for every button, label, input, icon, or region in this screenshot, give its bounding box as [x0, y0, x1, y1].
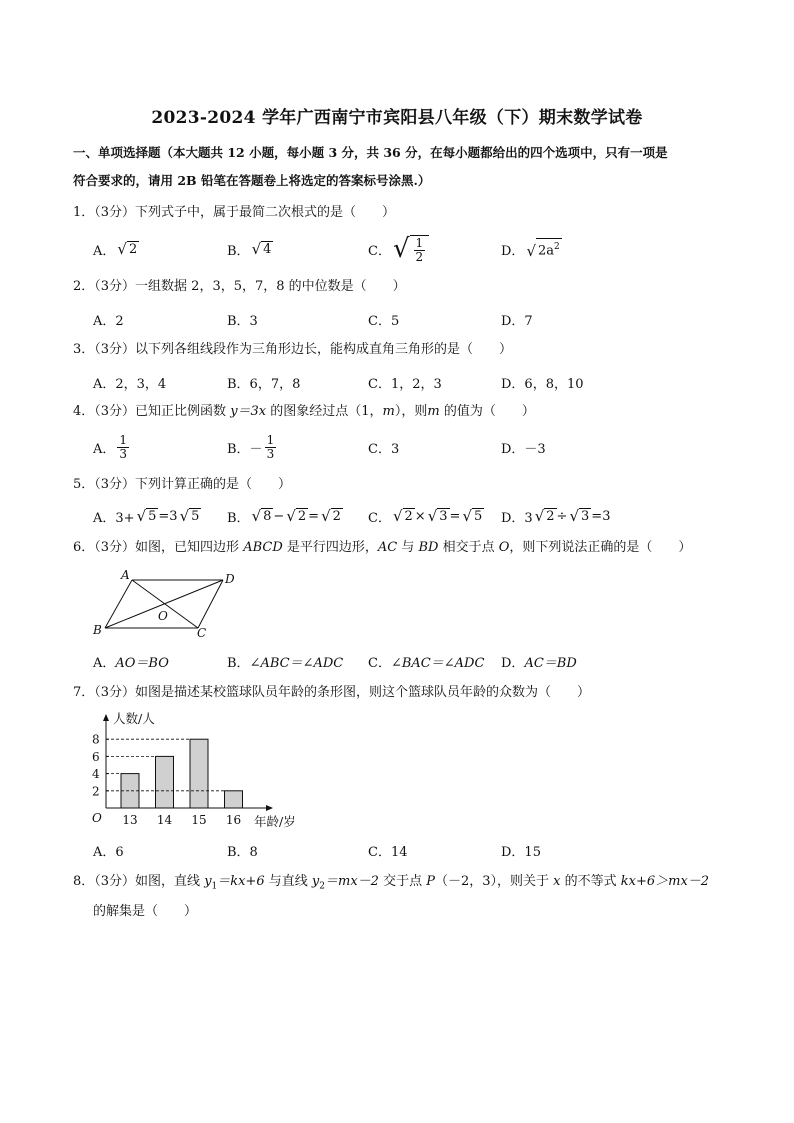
vertex-label-c: C	[197, 626, 207, 640]
sqrt-icon: √ 2	[286, 507, 307, 525]
side-ab	[105, 580, 132, 628]
q5-option-c: C． √ 2 × √ 3 = √ 5	[368, 507, 483, 526]
fraction: $\frac{1}{3}$	[119, 432, 128, 461]
question-8-stem-line2: 的解集是（ ）	[93, 904, 198, 919]
x-tick-label: 15	[191, 813, 207, 827]
q4-option-d: D．－3	[501, 441, 546, 457]
q1-option-c: C． √ $\frac{1}{2}$	[368, 232, 429, 266]
sqrt-icon: √ 2	[392, 507, 413, 525]
q4-option-a: A． $\frac{1}{3}$	[93, 432, 128, 461]
page-title: 2023-2024 学年广西南宁市宾阳县八年级（下）期末数学试卷	[151, 108, 643, 128]
q3-option-b: B．6，7，8	[227, 376, 301, 392]
x-axis-label: 年龄/岁	[254, 814, 296, 829]
vertex-label-b: B	[93, 623, 102, 637]
sqrt-icon: √ 2	[321, 507, 341, 525]
q1-option-d: D． √ $2a^2$	[501, 238, 562, 260]
question-5-options	[93, 505, 733, 527]
q2-option-c: C．5	[368, 313, 400, 329]
sqrt-icon: √ 3	[427, 507, 448, 525]
section-instructions-line2: 符合要求的，请用 2B 铅笔在答题卷上将选定的答案标号涂黑.）	[73, 173, 431, 188]
q7-option-c: C．14	[368, 844, 408, 860]
x-tick-label: 16	[225, 813, 242, 827]
question-2-stem: 2．（3分）一组数据 2，3，5，7，8 的中位数是（ ）	[73, 279, 406, 294]
q7-option-a: A．6	[93, 844, 124, 860]
y-tick-label: 6	[92, 749, 100, 764]
origin-label: O	[92, 811, 102, 825]
question-2-options	[93, 308, 733, 330]
x-axis-arrow-icon	[266, 805, 273, 811]
fraction: $\frac{1}{3}$	[266, 432, 275, 461]
q4-option-c: C．3	[368, 441, 400, 457]
question-5-stem: 5．（3分）下列计算正确的是（ ）	[73, 477, 292, 492]
q2-option-d: D．7	[501, 313, 533, 329]
age-bar-chart	[88, 706, 318, 832]
question-4-options	[93, 432, 733, 461]
sqrt-icon: √ 3	[569, 507, 590, 525]
q3-option-c: C．1，2，3	[368, 376, 442, 392]
y-axis-arrow-icon	[103, 714, 109, 721]
question-4-stem: 4．（3分）已知正比例函数 y＝3x 的图象经过点（1，m），则m 的值为（ ）	[73, 404, 535, 419]
y-tick-label: 4	[92, 767, 100, 782]
q6-option-c: C． ∠BAC＝∠ADC	[368, 655, 485, 671]
question-7-stem: 7．（3分）如图是描述某校篮球队员年龄的条形图，则这个篮球队员年龄的众数为（ ）	[73, 685, 591, 700]
q3-option-a: A．2，3，4	[93, 376, 167, 392]
q1-option-a: A． √ 2	[93, 240, 138, 259]
question-3-options	[93, 371, 733, 393]
q5-option-a: A．3+ √ 5 =3 √ 5	[93, 507, 200, 526]
q7-option-d: D．15	[501, 844, 541, 860]
sqrt-icon: √ $2a^2$	[526, 238, 561, 259]
bar-16	[225, 791, 243, 808]
sqrt-icon: √ 2	[117, 240, 138, 258]
q3-option-d: D．6，8，10	[501, 376, 584, 392]
q6-option-a: A． AO＝BO	[93, 655, 169, 671]
side-dc	[198, 580, 223, 628]
y-axis-label: 人数/人	[113, 711, 155, 726]
bar-15	[190, 739, 208, 808]
sqrt-icon: √ 5	[462, 507, 483, 525]
y-tick-label: 8	[92, 732, 100, 747]
question-6-stem: 6．（3分）如图，已知四边形 ABCD 是平行四边形，AC 与 BD 相交于点 O，则下列说法正确的是（ ）	[73, 540, 692, 555]
q6-option-b: B． ∠ABC＝∠ADC	[227, 655, 344, 671]
question-3-stem: 3．（3分）以下列各组线段作为三角形边长，能构成直角三角形的是（ ）	[73, 342, 513, 357]
x-tick-label: 13	[122, 813, 138, 827]
question-6-options	[93, 650, 733, 672]
section-instructions-line1: 一、单项选择题（本大题共 12 小题，每小题 3 分，共 36 分，在每小题都给出的四个选项中，只有一项是	[73, 145, 668, 160]
q5-option-d: D．3 √ 2 ÷ √ 3 =3	[501, 507, 611, 526]
x-tick-label: 14	[156, 813, 173, 827]
q2-option-a: A．2	[93, 313, 124, 329]
sqrt-icon: √ 8	[251, 507, 272, 525]
question-8-stem-line1: 8．（3分）如图，直线 $y_1=kx+6$ 与直线 $y_2=mx-2$ 交于点 P（－2，3），则关于 x 的不等式 kx+6＞mx－2	[73, 874, 710, 892]
vertex-label-a: A	[121, 568, 130, 582]
point-label-o: O	[158, 609, 168, 623]
question-7-options	[93, 839, 733, 861]
sqrt-icon: √ 2	[534, 507, 555, 525]
sqrt-icon: √ $\frac{1}{2}$	[393, 234, 429, 264]
parallelogram-figure	[90, 566, 250, 644]
bar-14	[156, 756, 174, 808]
q7-option-b: B．8	[227, 844, 258, 860]
question-1-options	[93, 234, 733, 264]
question-1-stem: 1．（3分）下列式子中，属于最简二次根式的是（ ）	[73, 205, 396, 220]
q5-option-b: B． √ 8 − √ 2 = √ 2	[227, 507, 341, 526]
q1-option-b: B． √ 4	[227, 240, 272, 259]
q4-option-b: B．－ $\frac{1}{3}$	[227, 432, 275, 461]
sqrt-icon: √ 5	[179, 507, 200, 525]
sqrt-icon: √ 4	[251, 240, 272, 258]
y-tick-label: 2	[92, 784, 100, 799]
vertex-label-d: D	[225, 572, 235, 586]
sqrt-icon: √ 5	[136, 507, 157, 525]
q6-option-d: D． AC＝BD	[501, 655, 577, 671]
q2-option-b: B．3	[227, 313, 258, 329]
